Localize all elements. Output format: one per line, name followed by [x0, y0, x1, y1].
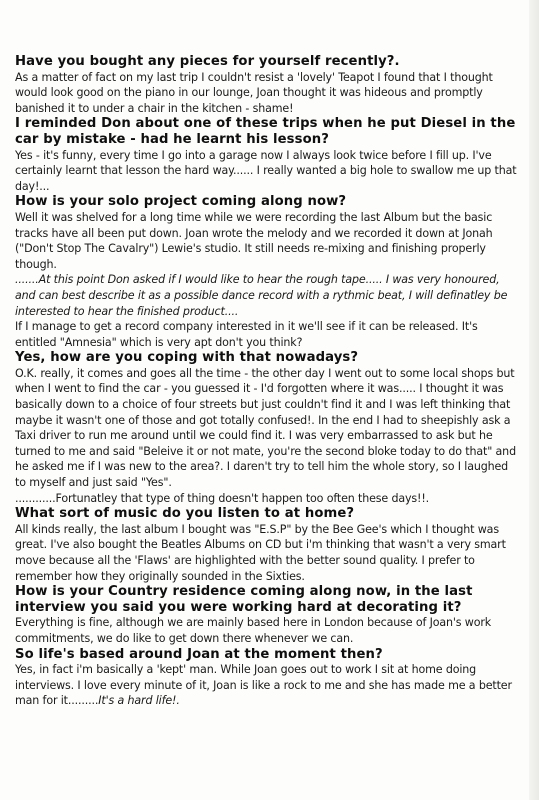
question-heading: How is your solo project coming along now? [15, 194, 347, 210]
answer-paragraph: As a matter of fact on my last trip I couldn't resist a 'lovely' Teapot I found that I thought would look good on the piano in our lounge, Joan thought it was hideous and promptly banished it to under a chair in the kitchen - shame! [15, 70, 493, 115]
answer-paragraph [15, 662, 522, 709]
answer-paragraph: Well it was shelved for a long time while we were recording the last Album but the basic tracks have all been put down. Joan wrote the melody and we recorded it down at Jonah ("Don't Stop The Cavalry") Lewie's studio. It still needs re-mixing and finishing properly though. [15, 210, 493, 271]
answer-paragraph: All kinds really, the last album I bought was "E.S.P" by the Bee Gee's which I thought was great. I've also bought the Beatles Albums on CD but i'm thinking that wasn't a very smart move because all the 'Flaws' are highlighted with the better sound quality. I prefer to remember how they originally sounded in the Sixties. [15, 522, 506, 583]
interviewer-aside: .......At this point Don asked if I would like to hear the rough tape..... I was very honoured, and can best describe it as a possible dance record with a rythmic beat, I will definatley be interested to hear the finished product.... [15, 273, 508, 318]
question-heading: Yes, how are you coping with that nowadays? [15, 350, 359, 366]
question-heading: Have you bought any pieces for yourself recently?. [15, 54, 400, 69]
interview-text [15, 54, 522, 709]
closing-remark: It's a hard life!. [98, 694, 180, 708]
answer-paragraph: Yes - it's funny, every time I go into a garage now I always look twice before I fill up. I've certainly learnt that lesson the hard way...... I really wanted a big hole to swallow me up that day!... [15, 148, 517, 193]
question-heading: What sort of music do you listen to at home? [15, 506, 355, 522]
answer-paragraph: ............Fortunatley that type of thing doesn't happen too often these days!!. [15, 491, 430, 505]
answer-paragraph: If I manage to get a record company interested in it we'll see if it can be released. It's entitled "Amnesia" which is very apt don't you think? [15, 320, 478, 349]
answer-text: Yes, in fact i'm basically a 'kept' man. While Joan goes out to work I sit at home doing interviews. I love every minute of it, Joan is like a rock to me and she has made me a better man for it......... [15, 663, 512, 708]
answer-paragraph: O.K. really, it comes and goes all the time - the other day I went out to some local shops but when I went to find the car - you guessed it - I'd forgotten where it was..... I thought it was basically down to a choice of four streets but just couldn't find it and I was left thinking that maybe it wasn't one of those and got totally confused!. In the end I had to sheepishly ask a Taxi driver to run me around until we could find it. I was very embarrassed to ask but he turned to me and said "Beleive it or not mate, you're the second bloke today to do that" and he asked me if I was new to the area?. I daren't try to tell him the whole story, so I laughed to myself and just said "Yes". [15, 366, 516, 490]
question-heading: I reminded Don about one of these trips when he put Diesel in the car by mistake - had he learnt his lesson? [15, 116, 516, 147]
question-heading: How is your Country residence coming along now, in the last interview you said you were working hard at decorating it? [15, 584, 473, 615]
answer-paragraph: Everything is fine, although we are mainly based here in London because of Joan's work commitments, we do like to get down there whenever we can. [15, 616, 492, 645]
question-heading: So life's based around Joan at the moment then? [15, 646, 383, 662]
page-gutter-shadow [529, 0, 539, 800]
